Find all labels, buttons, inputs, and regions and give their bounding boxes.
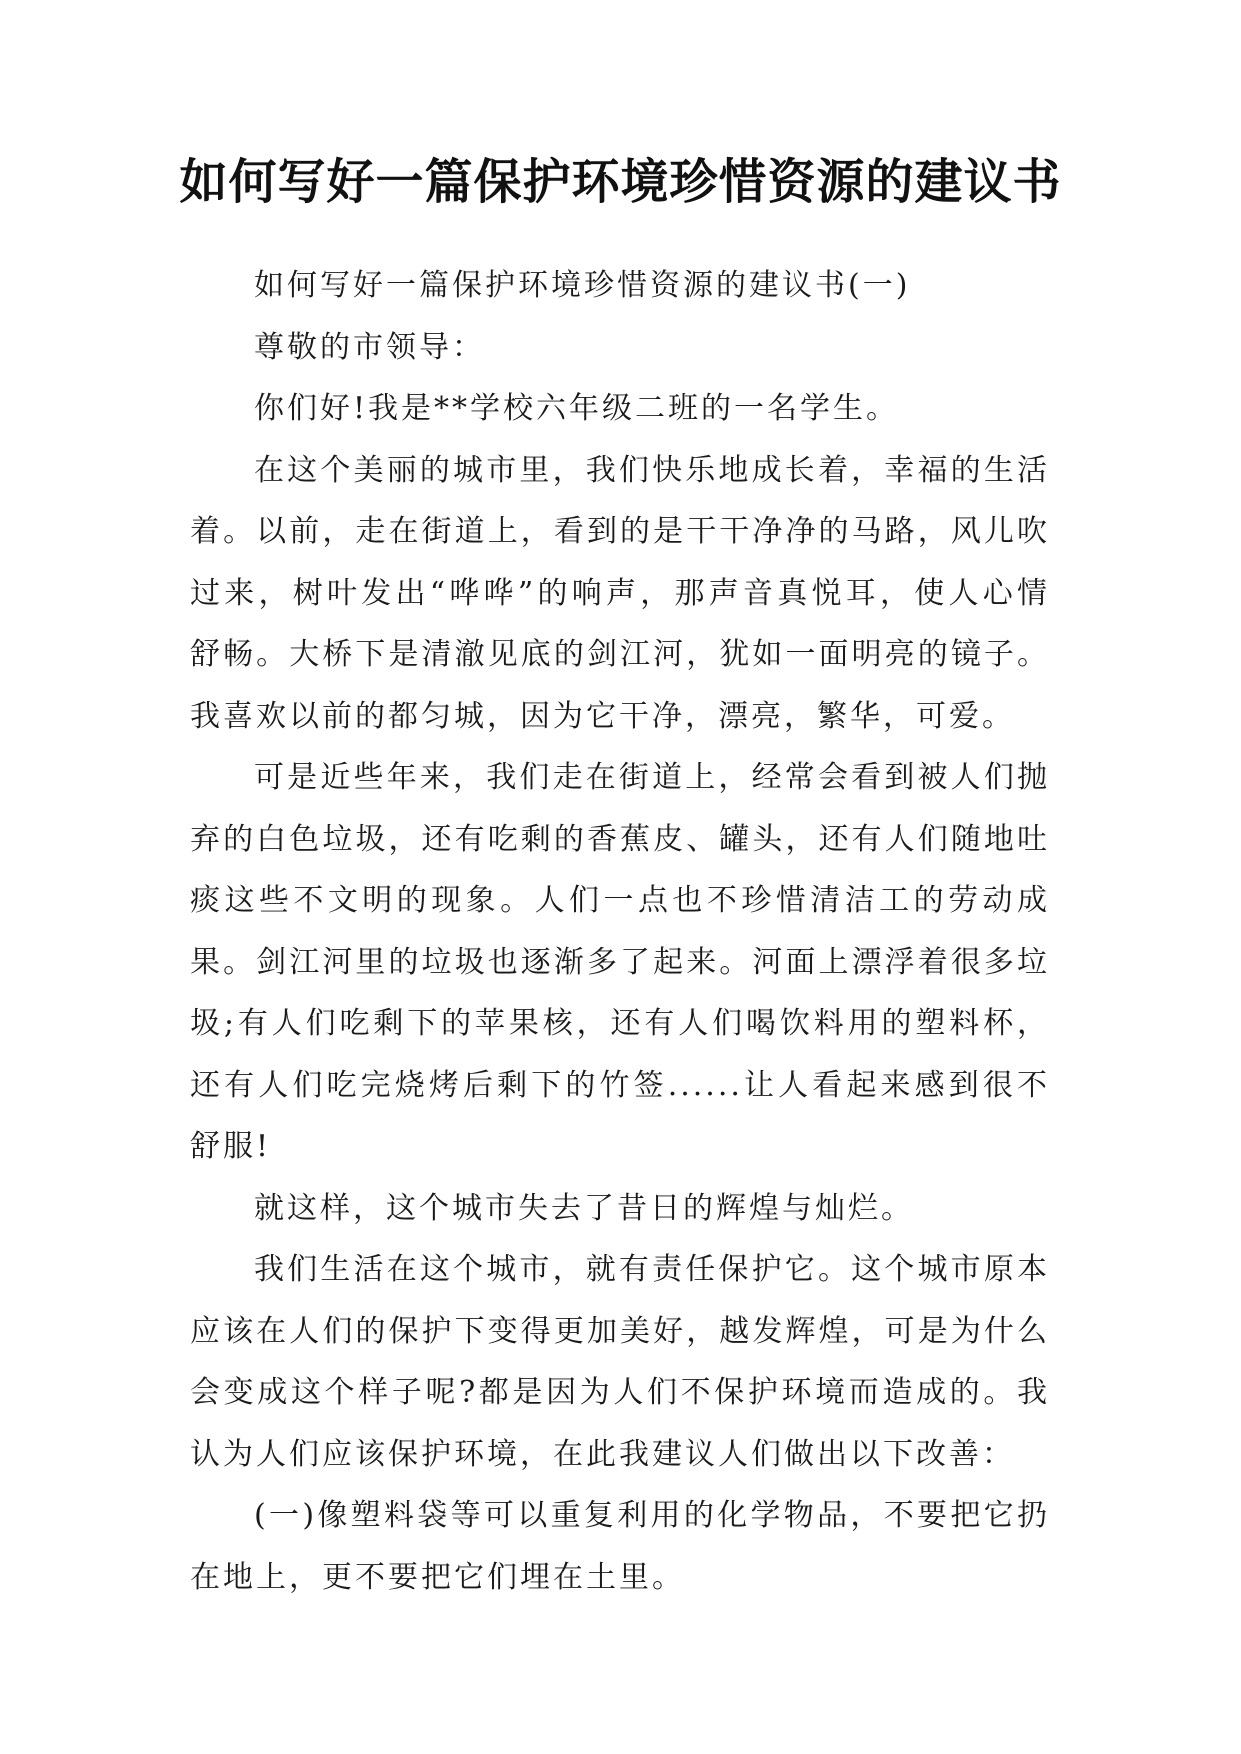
- paragraph-suggestion-1: (一)像塑料袋等可以重复利用的化学物品，不要把它扔在地上，更不要把它们埋在土里。: [190, 1498, 1050, 1595]
- paragraph-responsibility: 我们生活在这个城市，就有责任保护它。这个城市原本应该在人们的保护下变得更加美好，越发辉煌，可是为什么会变成这个样子呢?都是因为人们不保护环境而造成的。我认为人们应该保护环境，在此我建议人们做出以下改善：: [190, 1252, 1050, 1472]
- document-title: 如何写好一篇保护环境珍惜资源的建议书: [179, 154, 1062, 210]
- paragraph-subtitle: 如何写好一篇保护环境珍惜资源的建议书(一): [254, 268, 911, 303]
- paragraph-greeting: 你们好!我是**学校六年级二班的一名学生。: [254, 391, 900, 426]
- document-body: [190, 255, 1050, 1608]
- paragraph-pollution: 可是近些年来，我们走在街道上，经常会看到被人们抛弃的白色垃圾，还有吃剩的香蕉皮、罐头，还有人们随地吐痰这些不文明的现象。人们一点也不珍惜清洁工的劳动成果。剑江河里的垃圾也逐渐多了起来。河面上漂浮着很多垃圾;有人们吃剩下的苹果核，还有人们喝饮料用的塑料杯，还有人们吃完烧烤后剩下的竹签......让人看起来感到很不舒服!: [190, 760, 1050, 1164]
- paragraph-salutation: 尊敬的市领导：: [254, 329, 485, 365]
- paragraph-lost-glory: 就这样，这个城市失去了昔日的辉煌与灿烂。: [254, 1190, 914, 1226]
- paragraph-past-city: 在这个美丽的城市里，我们快乐地成长着，幸福的生活着。以前，走在街道上，看到的是干干净净的马路，风儿吹过来，树叶发出“哗哗”的响声，那声音真悦耳，使人心情舒畅。大桥下是清澈见底的剑江河，犹如一面明亮的镜子。我喜欢以前的都匀城，因为它干净，漂亮，繁华，可爱。: [190, 452, 1050, 734]
